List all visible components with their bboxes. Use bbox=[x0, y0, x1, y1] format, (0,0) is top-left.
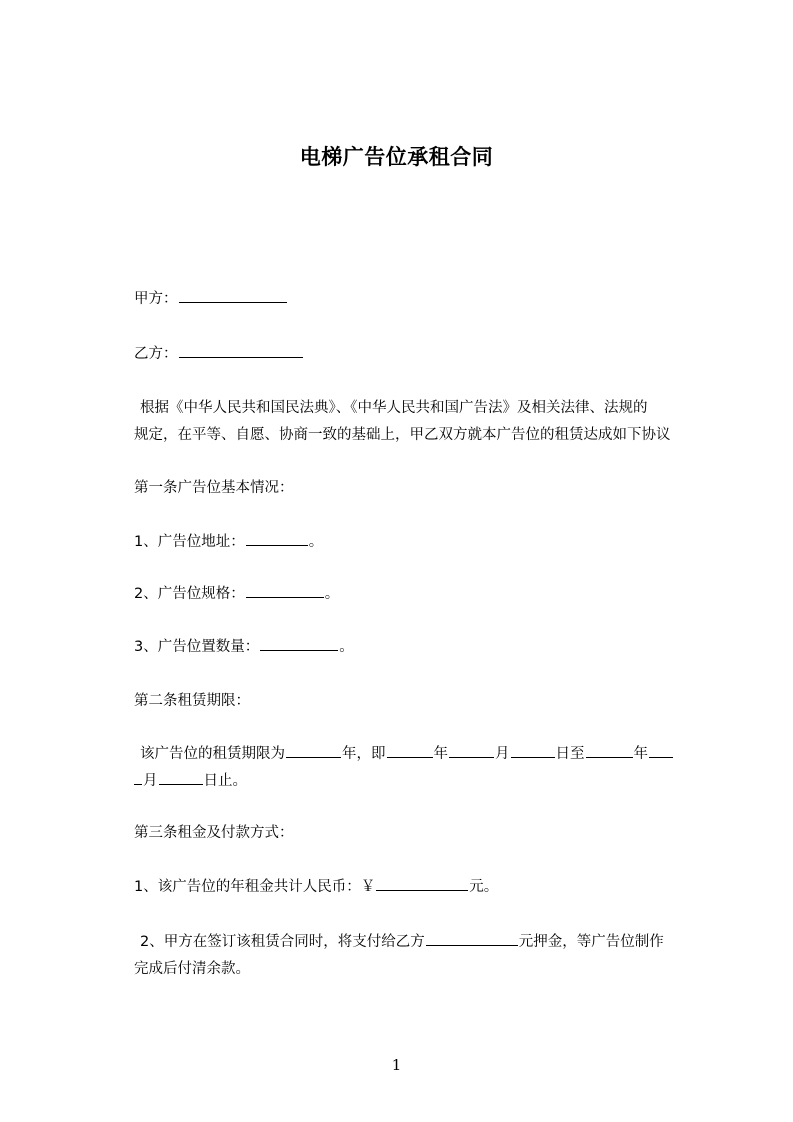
start-month-blank[interactable] bbox=[449, 742, 494, 758]
end-day-blank[interactable] bbox=[159, 769, 203, 785]
intro-line-2: 规定，在平等、自愿、协商一致的基础上，甲乙双方就本广告位的租赁达成如下协议 bbox=[134, 427, 671, 443]
item-1-2-label: 2、广告位规格： bbox=[134, 586, 245, 602]
term-day-1: 日至 bbox=[555, 746, 585, 762]
item-1-1-label: 1、广告位地址： bbox=[134, 534, 245, 550]
item-1-3-end: 。 bbox=[339, 639, 354, 655]
start-day-blank[interactable] bbox=[511, 742, 555, 758]
term-prefix: 该广告位的租赁期限为 bbox=[140, 746, 285, 762]
item-3-2-mid: 元押金，等广告位制作 bbox=[518, 934, 664, 950]
term-line-2 bbox=[134, 768, 247, 795]
term-year-3: 年 bbox=[633, 746, 648, 762]
end-year-blank[interactable] bbox=[586, 742, 633, 758]
term-year-2: 年 bbox=[433, 746, 448, 762]
term-day-2: 日止。 bbox=[203, 773, 247, 789]
item-1-3 bbox=[134, 634, 354, 661]
start-year-blank[interactable] bbox=[387, 742, 433, 758]
item-3-2-line-1 bbox=[140, 929, 664, 956]
article-3-heading: 第三条租金及付款方式： bbox=[134, 825, 294, 841]
page-number: 1 bbox=[391, 1056, 402, 1074]
item-1-2-end: 。 bbox=[324, 586, 340, 602]
end-month-blank-part1[interactable] bbox=[649, 742, 673, 758]
term-month-2: 月 bbox=[143, 773, 158, 789]
term-line-1 bbox=[140, 741, 674, 768]
spec-blank[interactable] bbox=[246, 582, 324, 598]
end-month-blank-part2[interactable] bbox=[134, 769, 142, 785]
intro-line-1: 根据《中华人民共和国民法典》、《中华人民共和国广告法》及相关法律、法规的 bbox=[140, 400, 648, 416]
article-1-heading: 第一条广告位基本情况： bbox=[134, 480, 294, 496]
term-year-1: 年，即 bbox=[342, 746, 386, 762]
deposit-blank[interactable] bbox=[426, 930, 518, 946]
item-3-1-end: 元。 bbox=[469, 879, 499, 895]
item-3-2-label: 2、甲方在签订该租赁合同时，将支付给乙方 bbox=[140, 934, 425, 950]
party-b-blank[interactable] bbox=[179, 342, 303, 358]
item-3-1-label: 1、该广告位的年租金共计人民币：￥ bbox=[134, 879, 376, 895]
item-3-1 bbox=[134, 874, 498, 901]
term-years-blank[interactable] bbox=[286, 742, 341, 758]
annual-rent-blank[interactable] bbox=[376, 875, 468, 891]
party-a-label: 甲方： bbox=[134, 291, 178, 307]
item-1-1-end: 。 bbox=[308, 534, 324, 550]
party-b-label: 乙方： bbox=[134, 346, 178, 362]
item-1-1 bbox=[134, 529, 323, 556]
party-a-line bbox=[134, 286, 288, 313]
address-blank[interactable] bbox=[246, 530, 308, 546]
item-3-2-line-2: 完成后付清余款。 bbox=[134, 961, 250, 977]
item-1-3-label: 3、广告位置数量： bbox=[134, 639, 260, 655]
item-1-2 bbox=[134, 581, 339, 608]
party-b-line bbox=[134, 341, 304, 368]
article-2-heading: 第二条租赁期限： bbox=[134, 693, 250, 709]
term-month-1: 月 bbox=[495, 746, 510, 762]
document-title: 电梯广告位承租合同 bbox=[299, 145, 494, 169]
party-a-blank[interactable] bbox=[179, 287, 287, 303]
quantity-blank[interactable] bbox=[260, 635, 338, 651]
